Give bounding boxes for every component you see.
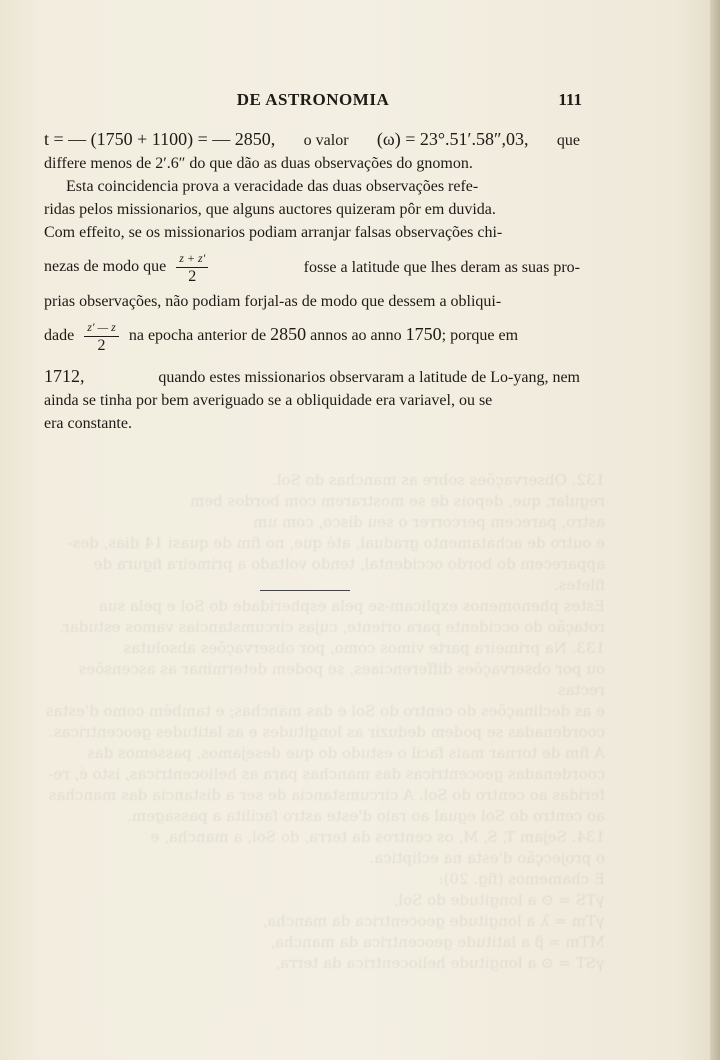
bleed-through-line: astro, parecem percorrer o seu disco, com um xyxy=(253,513,605,531)
number-1750: 1750 xyxy=(405,323,442,344)
text-line-11 xyxy=(44,412,580,435)
text-line-3 xyxy=(44,175,580,198)
number-2850: 2850 xyxy=(270,323,307,344)
formula-t: t = — (1750 + 1100) = — 2850, xyxy=(44,129,276,149)
bleed-through-line: E chamemos (fig. 20): xyxy=(438,870,605,888)
line5-text: Com effeito, se os missionarios podiam arranjar falsas observações chi- xyxy=(44,224,503,241)
bleed-through-line: 132. Observações sobre as manchas do Sol. xyxy=(271,471,605,489)
bleed-through-line: ao centro do Sol egual ao raio d'este astro facilita a passagem. xyxy=(127,807,605,825)
line10-text: ainda se tinha por bem averiguado se a obliquidade era variavel, ou se xyxy=(44,392,493,409)
bleed-through-line: coordenadas se podem deduzir as longitudes e as latitudes geocentricas. xyxy=(49,723,605,741)
text-line-1 xyxy=(44,128,580,152)
text-line-2 xyxy=(44,152,580,175)
bleed-through-line: MTm = β a latitude geocentrica da mancha, xyxy=(270,933,605,951)
line6-text-b: fosse a latitude que lhes deram as suas pro- xyxy=(303,258,580,276)
text-line-10 xyxy=(44,389,580,412)
text-line-9 xyxy=(44,365,580,389)
bleed-through-line: e as declinações do centro do Sol e das manchas; e também como d'estas xyxy=(45,702,605,720)
body-text xyxy=(44,128,580,435)
line11-text: era constante. xyxy=(44,415,132,432)
bleed-through-line: 133. Na primeira parte vimos como, por observações absolutas xyxy=(123,639,605,657)
bleed-through-line: feridas ao centro do Sol. A circumstancia de ser a distancia das manchas xyxy=(48,786,605,804)
bleed-through-line: apparecem do bordo occidental, tendo voltado a primeira figura de filetes. xyxy=(93,555,605,594)
bleed-through-text xyxy=(45,470,605,972)
bleed-through-line: regular, que, depois de se mostrarem com bordos bem xyxy=(190,492,605,510)
text-line-6 xyxy=(44,244,580,290)
number-1712: 1712, xyxy=(44,366,85,386)
bleed-through-line: γTm = λ a longitude geocentrica da mancha, xyxy=(262,912,605,930)
line8-text-a: dade xyxy=(44,326,75,344)
bleed-through-line: γTS = ⊙ a longitude do Sol, xyxy=(393,891,605,909)
bleed-through-line: e outro de achatamento gradual, até que, no fim de quasi 14 dias, des- xyxy=(67,534,605,552)
bleed-through-line: A fim de tornar mais facil o estudo do que desejamos, passemos das xyxy=(87,744,605,762)
line8-text-c: annos ao anno xyxy=(310,326,402,344)
line7-text: prias observações, não podiam forjal-as de modo que dessem a obliqui- xyxy=(44,293,502,310)
line1-text-b: o valor xyxy=(303,132,349,149)
bleed-through-rule xyxy=(260,590,350,591)
running-header xyxy=(44,90,582,114)
fraction-numerator: z + z′ xyxy=(179,250,206,265)
formula-omega: (ω) = 23°.51′.58″,03, xyxy=(376,129,529,149)
line2-text: differe menos de 2′.6″ do que dão as duas observações do gnomon. xyxy=(44,155,473,172)
line8-text-d: ; porque em xyxy=(441,326,519,344)
page-edge xyxy=(710,0,720,1060)
line1-text-d: que xyxy=(556,132,580,149)
bleed-through-line: Estes phenomenos explicam-se pela espheridade do Sol e pela sua xyxy=(98,597,605,615)
text-line-5 xyxy=(44,221,580,244)
line3-text: Esta coincidencia prova a veracidade das duas observações refe- xyxy=(66,178,479,195)
bleed-through-line: rotação do occidente para oriente, cujas circumstancias vamos estudar. xyxy=(59,618,605,636)
fraction-obliquity xyxy=(84,318,119,355)
line9-text: quando estes missionarios observaram a latitude de Lo-yang, nem xyxy=(158,369,580,386)
bleed-through-line: 134. Sejam T, S, M, os centros da terra, do Sol, a mancha, e xyxy=(150,828,605,846)
bleed-through-line: coordenadas geocentricas das manchas para as heliocentricas, isto é, re- xyxy=(48,765,605,783)
bleed-through-line: o projecção d'esta na ecliptica. xyxy=(369,849,605,867)
page-number: 111 xyxy=(558,90,582,109)
line6-text-a: nezas de modo que xyxy=(44,257,167,275)
fraction-denominator: 2 xyxy=(188,267,197,285)
text-line-7 xyxy=(44,290,580,313)
running-title: DE ASTRONOMIA xyxy=(236,90,390,109)
fraction-mean-latitude xyxy=(176,249,208,286)
text-line-8 xyxy=(44,313,580,359)
fraction-denominator: 2 xyxy=(97,336,106,354)
line4-text: ridas pelos missionarios, que alguns auctores quizeram pôr em duvida. xyxy=(44,201,496,218)
bleed-through-line: ou por observações differenciaes, se podem determinar as ascensões rectas xyxy=(78,660,605,699)
bleed-through-line: γST = ⊙ a longitude heliocentrica da terra, xyxy=(275,954,605,972)
fraction-numerator: z′ — z xyxy=(87,319,116,334)
line8-text-b: na epocha anterior de xyxy=(128,326,267,344)
text-line-4 xyxy=(44,198,580,221)
